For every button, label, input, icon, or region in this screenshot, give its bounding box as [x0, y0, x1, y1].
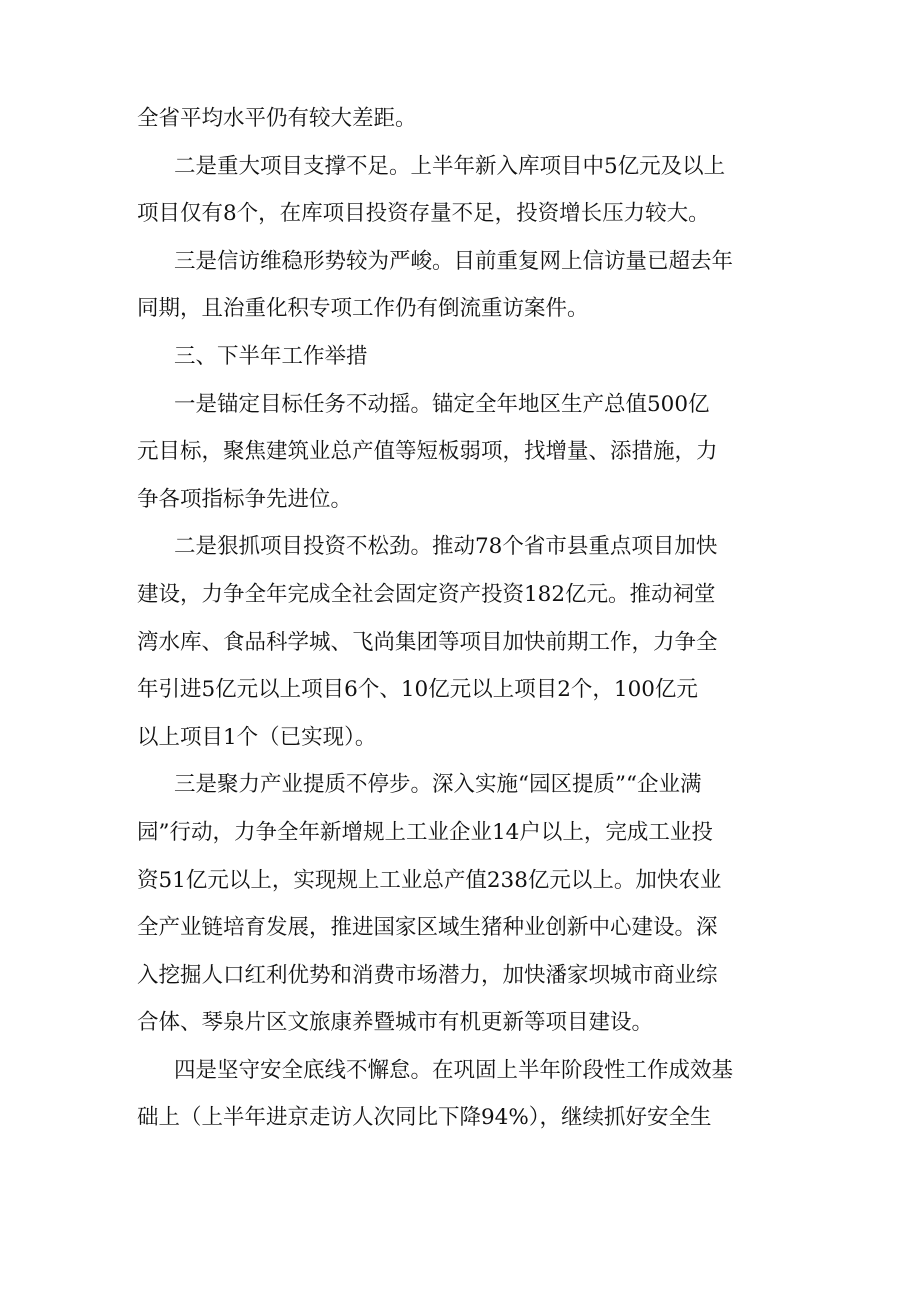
text-line: 项目仅有8个，在库项目投资存量不足，投资增长压力较大。: [137, 201, 710, 227]
text-line: 四是坚守安全底线不懈怠。在巩固上半年阶段性工作成效基: [174, 1057, 734, 1083]
text-line: 建设，力争全年完成全社会固定资产投资182亿元。推动祠堂: [137, 581, 716, 607]
text-line: 元目标，聚焦建筑业总产值等短板弱项，找增量、添措施，力: [137, 439, 718, 465]
text-line: 年引进5亿元以上项目6个、10亿元以上项目2个，100亿元: [137, 677, 698, 703]
text-line: 三是信访维稳形势较为严峻。目前重复网上信访量已超去年: [174, 248, 734, 274]
text-line: 合体、琴泉片区文旅康养暨城市有机更新等项目建设。: [137, 1010, 654, 1036]
text-line: 湾水库、食品科学城、飞尚集团等项目加快前期工作，力争全: [137, 629, 718, 655]
text-line: 同期，且治重化积专项工作仍有倒流重访案件。: [137, 296, 589, 322]
text-line: 二是重大项目支撑不足。上半年新入库项目中5亿元及以上: [174, 153, 726, 179]
text-line: 三是聚力产业提质不停步。深入实施“园区提质”“企业满: [174, 772, 702, 798]
text-line: 全省平均水平仍有较大差距。: [137, 106, 417, 131]
text-line: 二是狠抓项目投资不松劲。推动78个省市县重点项目加快: [174, 534, 718, 560]
text-line: 础上（上半年进京走访人次同比下降94%），继续抓好安全生: [137, 1105, 712, 1131]
text-line: 全产业链培育发展，推进国家区域生猪种业创新中心建设。深: [137, 915, 718, 941]
text-line: 入挖掘人口红利优势和消费市场潜力，加快潘家坝城市商业综: [137, 962, 718, 988]
section-heading: 三、下半年工作举措: [174, 343, 368, 369]
document-body: [137, 95, 787, 1142]
text-line: 资51亿元以上，实现规上工业总产值238亿元以上。加快农业: [137, 867, 722, 893]
text-line: 园”行动，力争全年新增规上工业企业14户以上，完成工业投: [137, 819, 713, 845]
text-line: 以上项目1个（已实现）。: [137, 724, 377, 750]
text-line: 一是锚定目标任务不动摇。锚定全年地区生产总值500亿: [174, 391, 710, 417]
text-line: 争各项指标争先进位。: [137, 486, 353, 512]
